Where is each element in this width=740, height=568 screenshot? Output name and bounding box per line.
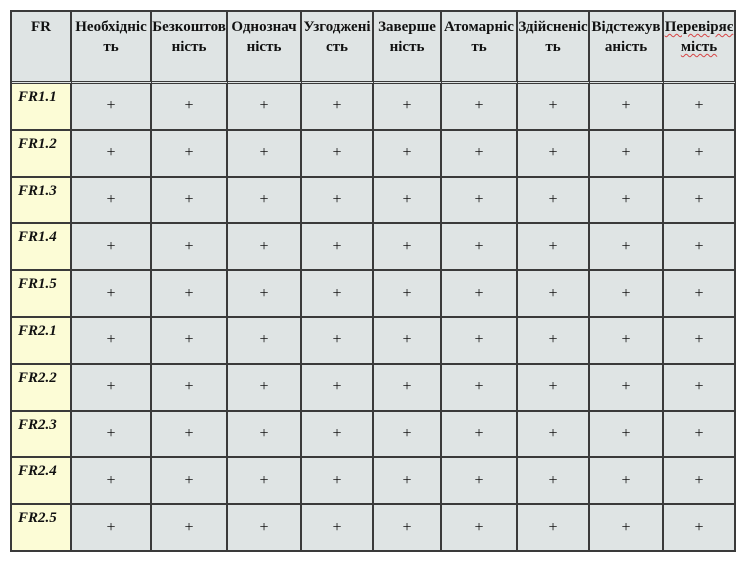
criterion-cell: + <box>72 505 152 552</box>
criterion-cell: + <box>72 84 152 131</box>
criterion-cell: + <box>442 271 518 318</box>
row-id-cell: FR2.3 <box>12 412 72 459</box>
criterion-cell: + <box>228 412 302 459</box>
criterion-cell: + <box>302 271 374 318</box>
criterion-cell: + <box>590 505 664 552</box>
row-id-cell: FR1.5 <box>12 271 72 318</box>
header-necessity: Необхідність <box>72 12 152 84</box>
criterion-cell: + <box>374 458 442 505</box>
criterion-cell: + <box>228 365 302 412</box>
criterion-cell: + <box>374 178 442 225</box>
table-row <box>12 318 736 365</box>
table-row <box>12 412 736 459</box>
row-id-cell: FR2.2 <box>12 365 72 412</box>
criterion-cell: + <box>442 178 518 225</box>
requirements-table-wrapper <box>10 10 734 552</box>
criterion-cell: + <box>518 178 590 225</box>
criterion-cell: + <box>590 318 664 365</box>
criterion-cell: + <box>152 178 228 225</box>
criterion-cell: + <box>302 84 374 131</box>
header-completeness: Завершеність <box>374 12 442 84</box>
spellcheck-flagged-word: Перевіряємість <box>664 19 734 55</box>
header-row <box>12 12 736 84</box>
criterion-cell: + <box>374 365 442 412</box>
criterion-cell: + <box>228 271 302 318</box>
criterion-cell: + <box>374 131 442 178</box>
table-row <box>12 131 736 178</box>
criterion-cell: + <box>664 412 736 459</box>
criterion-cell: + <box>302 131 374 178</box>
criterion-cell: + <box>664 178 736 225</box>
criterion-cell: + <box>664 458 736 505</box>
criterion-cell: + <box>518 84 590 131</box>
row-id-cell: FR2.1 <box>12 318 72 365</box>
table-row <box>12 458 736 505</box>
criterion-cell: + <box>518 365 590 412</box>
criterion-cell: + <box>442 458 518 505</box>
criterion-cell: + <box>518 224 590 271</box>
criterion-cell: + <box>374 318 442 365</box>
criterion-cell: + <box>152 458 228 505</box>
row-id-cell: FR1.1 <box>12 84 72 131</box>
criterion-cell: + <box>590 271 664 318</box>
table-row <box>12 365 736 412</box>
criterion-cell: + <box>228 458 302 505</box>
criterion-cell: + <box>518 505 590 552</box>
criterion-cell: + <box>302 224 374 271</box>
criterion-cell: + <box>442 365 518 412</box>
criterion-cell: + <box>442 224 518 271</box>
criterion-cell: + <box>302 412 374 459</box>
row-id-cell: FR1.3 <box>12 178 72 225</box>
table-row <box>12 84 736 131</box>
header-fr: FR <box>12 12 72 84</box>
criterion-cell: + <box>302 365 374 412</box>
criterion-cell: + <box>590 131 664 178</box>
criterion-cell: + <box>518 318 590 365</box>
criterion-cell: + <box>228 84 302 131</box>
criterion-cell: + <box>72 271 152 318</box>
criterion-cell: + <box>664 271 736 318</box>
criterion-cell: + <box>664 365 736 412</box>
criterion-cell: + <box>72 458 152 505</box>
header-unambiguity: Однозначність <box>228 12 302 84</box>
criterion-cell: + <box>590 458 664 505</box>
criterion-cell: + <box>152 505 228 552</box>
criterion-cell: + <box>518 271 590 318</box>
header-feasibility: Здійсненість <box>518 12 590 84</box>
header-consistency: Узгодженість <box>302 12 374 84</box>
criterion-cell: + <box>72 178 152 225</box>
criterion-cell: + <box>228 178 302 225</box>
criterion-cell: + <box>72 412 152 459</box>
criterion-cell: + <box>442 412 518 459</box>
criterion-cell: + <box>152 84 228 131</box>
row-id-cell: FR1.2 <box>12 131 72 178</box>
criterion-cell: + <box>518 458 590 505</box>
criterion-cell: + <box>302 458 374 505</box>
criterion-cell: + <box>518 412 590 459</box>
criterion-cell: + <box>152 131 228 178</box>
criterion-cell: + <box>152 365 228 412</box>
criterion-cell: + <box>518 131 590 178</box>
criterion-cell: + <box>72 365 152 412</box>
criterion-cell: + <box>442 505 518 552</box>
criterion-cell: + <box>152 224 228 271</box>
criterion-cell: + <box>228 224 302 271</box>
criterion-cell: + <box>228 505 302 552</box>
criterion-cell: + <box>374 271 442 318</box>
row-id-cell: FR2.4 <box>12 458 72 505</box>
criterion-cell: + <box>664 318 736 365</box>
criterion-cell: + <box>590 178 664 225</box>
criterion-cell: + <box>664 224 736 271</box>
criterion-cell: + <box>302 318 374 365</box>
criterion-cell: + <box>664 84 736 131</box>
header-cost-free: Безкоштовність <box>152 12 228 84</box>
criterion-cell: + <box>228 318 302 365</box>
criterion-cell: + <box>228 131 302 178</box>
header-verifiability <box>664 12 736 84</box>
table-row <box>12 271 736 318</box>
criterion-cell: + <box>442 318 518 365</box>
table-row <box>12 505 736 552</box>
criterion-cell: + <box>590 84 664 131</box>
row-id-cell: FR1.4 <box>12 224 72 271</box>
criterion-cell: + <box>72 318 152 365</box>
criterion-cell: + <box>302 505 374 552</box>
criterion-cell: + <box>152 412 228 459</box>
criterion-cell: + <box>374 412 442 459</box>
requirements-quality-table <box>10 10 736 552</box>
criterion-cell: + <box>442 84 518 131</box>
table-row <box>12 178 736 225</box>
row-id-cell: FR2.5 <box>12 505 72 552</box>
criterion-cell: + <box>590 412 664 459</box>
criterion-cell: + <box>664 505 736 552</box>
criterion-cell: + <box>72 131 152 178</box>
criterion-cell: + <box>152 318 228 365</box>
header-traceability: Відстежуваність <box>590 12 664 84</box>
criterion-cell: + <box>374 505 442 552</box>
table-body <box>12 84 736 552</box>
criterion-cell: + <box>72 224 152 271</box>
criterion-cell: + <box>590 365 664 412</box>
criterion-cell: + <box>374 224 442 271</box>
criterion-cell: + <box>590 224 664 271</box>
criterion-cell: + <box>152 271 228 318</box>
criterion-cell: + <box>442 131 518 178</box>
criterion-cell: + <box>302 178 374 225</box>
criterion-cell: + <box>374 84 442 131</box>
criterion-cell: + <box>664 131 736 178</box>
header-atomicity: Атомарність <box>442 12 518 84</box>
table-row <box>12 224 736 271</box>
